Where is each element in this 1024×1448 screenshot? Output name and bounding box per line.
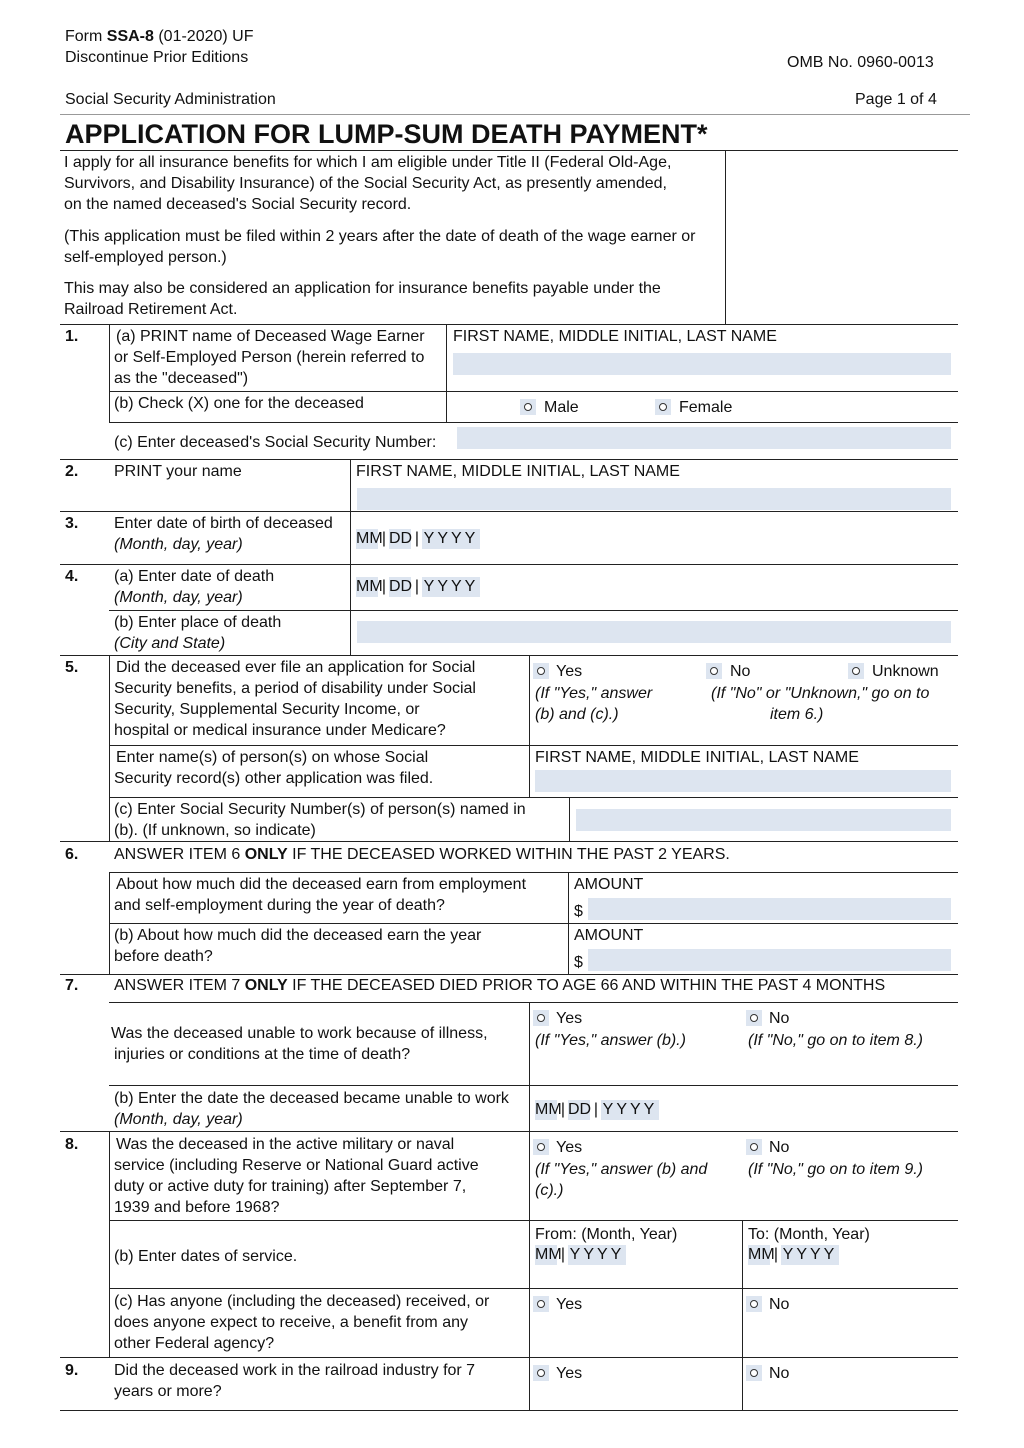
deceased-name-input[interactable] (453, 353, 951, 375)
discontinue-note: Discontinue Prior Editions (65, 49, 249, 66)
header-rule (60, 114, 970, 115)
q6b-dollar: $ (574, 954, 583, 971)
q7a-l2: injuries or conditions at the time of death? (114, 1046, 411, 1063)
q8a-rule (109, 1220, 958, 1221)
q8c-yes-label: Yes (556, 1296, 583, 1313)
q7-only: ONLY (244, 977, 288, 994)
q7-instruction (114, 975, 885, 996)
q4a-sub: (Month, day, year) (114, 589, 243, 606)
q8b-to-label: To: (Month, Year) (748, 1226, 870, 1243)
dod-date-field[interactable] (356, 576, 481, 598)
q6-post: IF THE DECEASED WORKED WITHIN THE PAST 2 YEARS. (287, 846, 730, 863)
q8a-no-note: (If "No," go on to item 9.) (748, 1161, 923, 1178)
q8c-l3: other Federal agency? (114, 1335, 275, 1352)
item-6-number: 6. (65, 846, 79, 863)
q5a-no-note-l1: (If "No" or "Unknown," go on to (711, 685, 930, 702)
q8a-l3: duty or active duty for training) after September 7, (114, 1178, 467, 1195)
q5a-l1: Did the deceased ever file an application for Social (116, 659, 476, 676)
q6-only: ONLY (244, 846, 288, 863)
to-sep: | (773, 1246, 779, 1263)
q5c-mid-rule (569, 797, 570, 841)
item-4-number: 4. (65, 568, 79, 585)
q7a-no-radio[interactable] (746, 1010, 762, 1026)
page-title: APPLICATION FOR LUMP-SUM DEATH PAYMENT* (65, 119, 708, 149)
q1a-rule (109, 391, 958, 392)
q8b-from-label: From: (Month, Year) (535, 1226, 678, 1243)
item-1-left-rule (109, 324, 110, 422)
q7a-yes-radio[interactable] (533, 1010, 549, 1026)
q1a-name-header: FIRST NAME, MIDDLE INITIAL, LAST NAME (453, 328, 777, 345)
dod-m[interactable]: MM (356, 578, 383, 595)
dob-m1[interactable]: MM (356, 530, 383, 547)
q7b-sub: (Month, day, year) (114, 1111, 243, 1128)
q2-label: PRINT your name (114, 463, 242, 480)
q1c-label: (c) Enter deceased's Social Security Number: (114, 434, 437, 451)
dob-sep1: | (381, 530, 387, 547)
applicant-name-input[interactable] (357, 488, 951, 510)
utw-sep1: | (560, 1101, 566, 1118)
q7a-l1: Was the deceased unable to work because of illness, (111, 1025, 488, 1042)
q7-post: IF THE DECEASED DIED PRIOR TO AGE 66 AND WITHIN THE PAST 4 MONTHS (287, 977, 886, 994)
title-rule (60, 150, 958, 151)
intro-p2-l1: (This application must be filed within 2 years after the date of death of the wage earner or (64, 228, 696, 245)
q6a-dollar: $ (574, 903, 583, 920)
female-radio[interactable] (655, 399, 671, 415)
other-application-name-input[interactable] (535, 770, 951, 792)
dob-y[interactable]: YYYY (423, 530, 479, 547)
q5a-unknown-label: Unknown (872, 663, 939, 680)
q8b-label: (b) Enter dates of service. (114, 1248, 298, 1265)
dod-y[interactable]: YYYY (423, 578, 479, 595)
form-id: SSA-8 (106, 28, 154, 45)
q5a-no-note-l2: item 6.) (770, 706, 824, 723)
q9-l2: years or more? (114, 1383, 222, 1400)
q2-mid-rule (350, 459, 351, 655)
q5a-l4: hospital or medical insurance under Medicare? (114, 722, 446, 739)
form-edition: (01-2020) UF (153, 28, 254, 45)
omb-number: OMB No. 0960-0013 (787, 54, 934, 71)
item-8-number: 8. (65, 1136, 79, 1153)
q5a-yes-note-l2: (b) and (c).) (535, 706, 619, 723)
earnings-year-of-death-input[interactable] (588, 898, 951, 920)
q5a-no-label: No (730, 663, 751, 680)
q5b-name-header: FIRST NAME, MIDDLE INITIAL, LAST NAME (535, 749, 859, 766)
q3-label: Enter date of birth of deceased (114, 515, 333, 532)
q8a-l1: Was the deceased in the active military or naval (116, 1136, 455, 1153)
q8a-no-radio[interactable] (746, 1139, 762, 1155)
to-y[interactable]: YYYY (782, 1246, 838, 1263)
q8a-l4: 1939 and before 1968? (114, 1199, 280, 1216)
q6a-l2: and self-employment during the year of death? (114, 897, 445, 914)
item-2-number: 2. (65, 463, 79, 480)
utw-y[interactable]: YYYY (602, 1101, 658, 1118)
q1b-label: (b) Check (X) one for the deceased (114, 395, 364, 412)
unable-to-work-date-field[interactable] (535, 1099, 660, 1121)
dod-sep2: | (414, 578, 420, 595)
dod-sep1: | (381, 578, 387, 595)
dob-sep2: | (414, 530, 420, 547)
q6b-l1: (b) About how much did the deceased earn the year (114, 927, 482, 944)
q1a-l3: as the "deceased") (114, 370, 249, 387)
q8a-l2: service (including Reserve or National Guard active (114, 1157, 479, 1174)
q7a-rule (109, 1085, 958, 1086)
q1a-l2: or Self-Employed Person (herein referred to (114, 349, 425, 366)
q9-no-radio[interactable] (746, 1365, 762, 1381)
utw-sep2: | (593, 1101, 599, 1118)
q7-mid-rule (529, 1002, 530, 1410)
q8a-no-label: No (769, 1139, 790, 1156)
intro-p3-l2: Railroad Retirement Act. (64, 301, 238, 318)
q1b-rule (109, 422, 958, 423)
q5a-yes-note-l1: (If "Yes," answer (535, 685, 653, 702)
q8a-yes-note-l2: (c).) (535, 1182, 564, 1199)
q8a-yes-label: Yes (556, 1139, 583, 1156)
q6-pre: ANSWER ITEM 6 (114, 846, 245, 863)
place-of-death-input[interactable] (357, 621, 951, 643)
q8a-yes-radio[interactable] (533, 1139, 549, 1155)
item-8-rule (60, 1357, 958, 1358)
item-9-rule (60, 1410, 958, 1411)
q9-yes-label: Yes (556, 1365, 583, 1382)
q8b-rule (109, 1288, 958, 1289)
page-number: Page 1 of 4 (855, 91, 937, 108)
q6a-amount-label: AMOUNT (574, 876, 644, 893)
q1a-l1: (a) PRINT name of Deceased Wage Earner (116, 328, 425, 345)
q6a-l1: About how much did the deceased earn from employment (116, 876, 527, 893)
q8c-l1: (c) Has anyone (including the deceased) received, or (114, 1293, 490, 1310)
item-3-rule (60, 564, 958, 565)
q8c-no-radio[interactable] (746, 1296, 762, 1312)
q9-l1: Did the deceased work in the railroad industry for 7 (114, 1362, 476, 1379)
form-prefix: Form (65, 28, 107, 45)
q6a-rule (109, 923, 958, 924)
other-application-ssn-input[interactable] (576, 809, 951, 831)
earnings-year-before-death-input[interactable] (588, 949, 951, 971)
q5-mid-rule (529, 655, 530, 797)
q5a-yes-radio[interactable] (533, 663, 549, 679)
item-5-rule (60, 841, 958, 842)
utw-m[interactable]: MM (535, 1101, 562, 1118)
dod-d[interactable]: DD (389, 578, 413, 595)
intro-p2-l2: self-employed person.) (64, 249, 227, 266)
item-7-rule (60, 1131, 958, 1132)
q7-heading-rule (109, 1002, 958, 1003)
item-5-left-rule (109, 655, 110, 841)
q1-mid-rule (446, 324, 447, 422)
intro-p3-l1: This may also be considered an application for insurance benefits payable under the (64, 280, 661, 297)
item-9-number: 9. (65, 1362, 79, 1379)
q6b-l2: before death? (114, 948, 213, 965)
form-number (65, 26, 254, 47)
q5a-l3: Security, Supplemental Security Income, or (114, 701, 420, 718)
q6-instruction (114, 844, 730, 865)
from-y[interactable]: YYYY (569, 1246, 625, 1263)
q4a-label: (a) Enter date of death (114, 568, 275, 585)
intro-divider (725, 150, 726, 324)
q8c-l2: does anyone expect to receive, a benefit from any (114, 1314, 468, 1331)
item-4-rule (60, 655, 958, 656)
q8c-no-label: No (769, 1296, 790, 1313)
utw-d[interactable]: DD (568, 1101, 592, 1118)
q5a-rule (109, 745, 958, 746)
male-label: Male (544, 399, 579, 416)
male-radio[interactable] (520, 399, 536, 415)
q4a-rule (109, 610, 958, 611)
q8b-mid-rule (742, 1220, 743, 1410)
q4b-label: (b) Enter place of death (114, 614, 282, 631)
item-1-rule (60, 459, 958, 460)
q4b-sub: (City and State) (114, 635, 226, 652)
deceased-ssn-input[interactable] (457, 427, 951, 449)
to-m[interactable]: MM (748, 1246, 775, 1263)
from-m[interactable]: MM (535, 1246, 562, 1263)
q8c-yes-radio[interactable] (533, 1296, 549, 1312)
service-to-date-field[interactable] (748, 1244, 840, 1266)
q5c-l1: (c) Enter Social Security Number(s) of person(s) named in (114, 801, 526, 818)
q8a-yes-note-l1: (If "Yes," answer (b) and (535, 1161, 708, 1178)
q5a-no-radio[interactable] (706, 663, 722, 679)
q5b-l1: Enter name(s) of person(s) on whose Social (116, 749, 429, 766)
intro-p1-l2: Survivors, and Disability Insurance) of the Social Security Act, as presently amended, (64, 175, 667, 192)
item-2-rule (60, 511, 958, 512)
q7b-label: (b) Enter the date the deceased became unable to work (114, 1090, 509, 1107)
q7a-yes-note: (If "Yes," answer (b).) (535, 1032, 686, 1049)
q9-yes-radio[interactable] (533, 1365, 549, 1381)
q6b-amount-label: AMOUNT (574, 927, 644, 944)
q5a-l2: Security benefits, a period of disability under Social (114, 680, 476, 697)
item-1-number: 1. (65, 328, 79, 345)
q5b-rule (109, 797, 958, 798)
item-3-number: 3. (65, 515, 79, 532)
q5b-l2: Security record(s) other application was filed. (114, 770, 434, 787)
q5a-yes-label: Yes (556, 663, 583, 680)
q7a-no-note: (If "No," go on to item 8.) (748, 1032, 923, 1049)
q9-no-label: No (769, 1365, 790, 1382)
item-7-number: 7. (65, 977, 79, 994)
intro-p1-l3: on the named deceased's Social Security record. (64, 196, 412, 213)
dob-d1[interactable]: DD (389, 530, 413, 547)
q5a-unknown-radio[interactable] (848, 663, 864, 679)
dob-date-field[interactable] (356, 528, 481, 550)
agency-name: Social Security Administration (65, 91, 276, 108)
q7a-no-label: No (769, 1010, 790, 1027)
q7a-yes-label: Yes (556, 1010, 583, 1027)
female-label: Female (679, 399, 733, 416)
q7-pre: ANSWER ITEM 7 (114, 977, 245, 994)
from-sep: | (560, 1246, 566, 1263)
intro-p1-l1: I apply for all insurance benefits for which I am eligible under Title II (Federal Old-Age, (64, 154, 672, 171)
item-8-left-rule (109, 1131, 110, 1357)
item-5-number: 5. (65, 659, 79, 676)
service-from-date-field[interactable] (535, 1244, 627, 1266)
q6-heading-rule (109, 872, 958, 873)
q3-sub: (Month, day, year) (114, 536, 243, 553)
q2-name-header: FIRST NAME, MIDDLE INITIAL, LAST NAME (356, 463, 680, 480)
intro-rule (60, 324, 958, 325)
q5c-l2: (b). (If unknown, so indicate) (114, 822, 316, 839)
